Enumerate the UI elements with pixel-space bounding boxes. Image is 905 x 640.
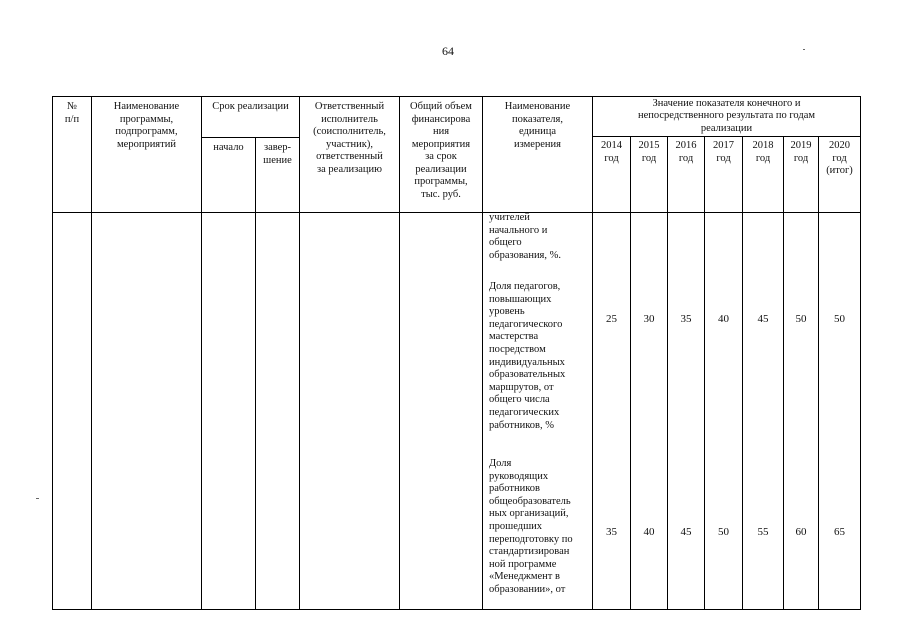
col-border	[742, 136, 743, 610]
value-cell: 60	[795, 526, 807, 538]
col-border	[482, 96, 483, 610]
value-cell: 65	[834, 526, 845, 538]
value-cell: 35	[606, 526, 617, 538]
header-year: 2019 год	[790, 140, 812, 164]
col-border	[52, 96, 53, 610]
value-cell: 30	[643, 313, 655, 325]
indicator-text: Доля педагогов, повышающих уровень педагогического мастерства посредством индивидуальных образовательных маршрутов, от общего числа педагогических работников, %	[489, 281, 566, 431]
header-start: начало	[213, 142, 244, 153]
period-subheader-rule	[201, 137, 299, 138]
value-cell: 45	[757, 313, 769, 325]
header-program-name: Наименование программы, подпрограмм, мероприятий	[113, 101, 180, 150]
page-number: 64	[442, 44, 454, 58]
header-values-group: Значение показателя конечного и непосредственного результата по годам реализации	[637, 98, 816, 134]
header-year: 2014 год	[601, 140, 622, 164]
value-cell: 40	[718, 313, 729, 325]
header-year: 2016 год	[675, 140, 697, 164]
table-top-border	[52, 96, 860, 97]
col-border	[818, 136, 819, 610]
indicator-text: учителей начального и общего образования, %.	[489, 212, 562, 261]
indicator-text: Доля руководящих работников общеобразователь ных организаций, прошедших переподготовку по стандартизирован ной программе «Менеджмент в образовании», от	[489, 458, 573, 595]
header-year: 2015 год	[638, 140, 660, 164]
value-cell: 35	[680, 313, 692, 325]
header-year: 2020 год (итог)	[826, 140, 853, 176]
table-bottom-border	[52, 609, 860, 610]
header-end: завер- шение	[263, 142, 292, 166]
col-border	[667, 136, 668, 610]
value-cell: 40	[643, 526, 655, 538]
value-cell: 50	[834, 313, 845, 325]
value-cell: 45	[680, 526, 692, 538]
header-indicator: Наименование показателя, единица измерения	[504, 101, 571, 150]
header-funding: Общий объем финансирова ния мероприятия за срок реализации программы, тыс. руб.	[410, 101, 472, 200]
value-cell: 50	[795, 313, 807, 325]
col-border	[255, 137, 256, 610]
col-border	[630, 136, 631, 610]
header-year: 2017 год	[713, 140, 734, 164]
value-cell: 25	[606, 313, 617, 325]
scan-speck	[803, 49, 805, 50]
value-cell: 55	[757, 526, 769, 538]
scan-speck	[36, 498, 39, 499]
col-border	[91, 96, 92, 610]
years-subheader-rule	[592, 136, 860, 137]
header-responsible: Ответственный исполнитель (соисполнитель, участник), ответственный за реализацию	[313, 101, 386, 175]
header-bottom-border	[52, 212, 860, 213]
col-border	[201, 96, 202, 610]
header-year: 2018 год	[752, 140, 774, 164]
header-period: Срок реализации	[212, 101, 289, 112]
col-border	[783, 136, 784, 610]
value-cell: 50	[718, 526, 729, 538]
col-border	[704, 136, 705, 610]
header-num: № п/п	[64, 101, 80, 125]
col-border	[860, 96, 861, 610]
